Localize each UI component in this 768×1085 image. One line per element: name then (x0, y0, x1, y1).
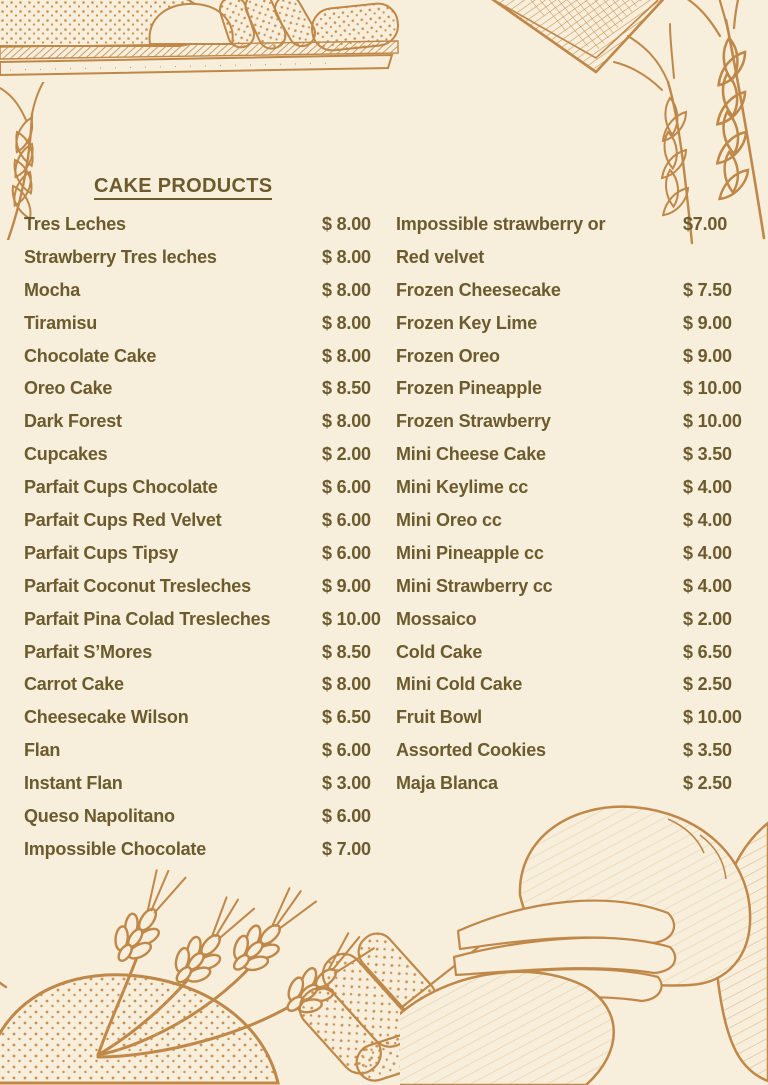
menu-item-price: $ 8.00 (322, 279, 371, 300)
menu-item-row (24, 504, 396, 537)
menu-item-price: $ 3.50 (683, 740, 732, 761)
menu (0, 175, 768, 866)
menu-item-name: Queso Napolitano (24, 805, 175, 826)
menu-item-price: $ 4.00 (683, 575, 732, 596)
menu-item-row (396, 570, 752, 603)
menu-item-name: Maja Blanca (396, 773, 498, 794)
menu-item-price: $ 9.00 (683, 312, 732, 333)
menu-item-price: $ 8.00 (322, 312, 371, 333)
menu-item-row (396, 603, 752, 636)
menu-item-row (24, 570, 396, 603)
menu-item-name: Parfait Cups Chocolate (24, 477, 218, 498)
menu-item-row (396, 537, 752, 570)
bread-board-illustration (0, 0, 400, 80)
menu-item-price: $ 8.00 (322, 213, 371, 234)
menu-item-row (24, 241, 396, 274)
menu-item-price: $ 8.00 (322, 345, 371, 366)
menu-item-price: $ 6.50 (322, 707, 371, 728)
menu-item-name: Mini Oreo cc (396, 509, 502, 530)
menu-item-price: $ 6.00 (322, 477, 371, 498)
menu-item-row (396, 438, 752, 471)
menu-item-price: $ 6.00 (322, 542, 371, 563)
menu-item-price: $ 4.00 (683, 509, 732, 530)
menu-item-name: Red velvet (396, 246, 485, 267)
menu-item-name: Cheesecake Wilson (24, 707, 189, 728)
menu-item-row (24, 307, 396, 340)
menu-item-price: $ 10.00 (683, 707, 742, 728)
menu-item-row (396, 636, 752, 669)
menu-item-name: Tres Leches (24, 213, 126, 234)
menu-item-price: $ 4.00 (683, 542, 732, 563)
menu-item-row (396, 241, 752, 274)
menu-item-name: Tiramisu (24, 312, 98, 333)
menu-item-row (24, 636, 396, 669)
menu-item-row (24, 405, 396, 438)
menu-item-row (396, 274, 752, 307)
menu-item-price: $ 8.50 (322, 641, 371, 662)
menu-item-row (24, 372, 396, 405)
menu-item-price: $ 2.50 (683, 773, 732, 794)
menu-item-name: Frozen Key Lime (396, 312, 538, 333)
menu-item-price: $ 2.50 (683, 674, 732, 695)
menu-item-name: Strawberry Tres leches (24, 246, 217, 267)
menu-item-name: Parfait Cups Tipsy (24, 542, 179, 563)
menu-item-row (24, 668, 396, 701)
menu-item-row (396, 307, 752, 340)
menu-item-row (24, 701, 396, 734)
menu-item-price: $ 3.00 (322, 773, 371, 794)
menu-item-name: Parfait Pina Colad Tresleches (24, 608, 271, 629)
menu-item-name: Mini Keylime cc (396, 477, 529, 498)
menu-item-row (24, 767, 396, 800)
menu-item-price: $ 9.00 (322, 575, 371, 596)
menu-item-name: Cupcakes (24, 444, 108, 465)
menu-item-price: $ 8.00 (322, 411, 371, 432)
menu-title: CAKE PRODUCTS (94, 175, 272, 200)
menu-item-price: $ 6.00 (322, 509, 371, 530)
menu-column-right (396, 208, 752, 866)
menu-item-price: $ 10.00 (683, 378, 742, 399)
menu-item-price: $ 9.00 (683, 345, 732, 366)
menu-item-price: $ 6.50 (683, 641, 732, 662)
menu-item-row (396, 372, 752, 405)
menu-item-name: Impossible strawberry or (396, 213, 606, 234)
menu-item-price: $ 6.00 (322, 805, 371, 826)
menu-item-price: $ 7.50 (683, 279, 732, 300)
menu-item-row (396, 208, 752, 241)
menu-item-name: Mossaico (396, 608, 477, 629)
menu-item-price: $ 10.00 (322, 608, 381, 629)
menu-item-name: Parfait Coconut Tresleches (24, 575, 251, 596)
menu-item-name: Mini Cheese Cake (396, 444, 546, 465)
menu-item-row (396, 504, 752, 537)
menu-item-name: Parfait Cups Red Velvet (24, 509, 222, 530)
menu-item-row (24, 471, 396, 504)
menu-item-row (24, 800, 396, 833)
menu-item-row (396, 405, 752, 438)
menu-item-row (24, 340, 396, 373)
menu-item-name: Carrot Cake (24, 674, 124, 695)
boule-bread-and-wheat-illustration (0, 855, 470, 1085)
menu-item-price: $ 6.00 (322, 740, 371, 761)
menu-item-name: Fruit Bowl (396, 707, 482, 728)
menu-item-price: $ 3.50 (683, 444, 732, 465)
menu-item-name: Frozen Oreo (396, 345, 500, 366)
menu-item-name: Mini Cold Cake (396, 674, 523, 695)
menu-item-name: Flan (24, 740, 61, 761)
menu-item-row (396, 668, 752, 701)
menu-item-price: $ 8.00 (322, 674, 371, 695)
menu-item-name: Assorted Cookies (396, 740, 546, 761)
menu-item-row (24, 537, 396, 570)
menu-item-name: Mini Strawberry cc (396, 575, 553, 596)
menu-item-row (396, 701, 752, 734)
menu-item-name: Mini Pineapple cc (396, 542, 544, 563)
menu-item-row (396, 734, 752, 767)
menu-item-name: Instant Flan (24, 773, 123, 794)
menu-item-price: $ 10.00 (683, 411, 742, 432)
menu-item-name: Frozen Strawberry (396, 411, 551, 432)
menu-item-price: $ 2.00 (322, 444, 371, 465)
menu-item-price: $ 7.00 (322, 838, 371, 859)
menu-item-name: Frozen Cheesecake (396, 279, 561, 300)
menu-item-name: Cold Cake (396, 641, 483, 662)
menu-item-row (24, 833, 396, 866)
menu-item-name: Frozen Pineapple (396, 378, 542, 399)
menu-item-row (24, 274, 396, 307)
menu-columns (0, 208, 768, 866)
menu-item-row (396, 471, 752, 504)
menu-item-price: $7.00 (683, 213, 728, 234)
menu-item-name: Parfait S’Mores (24, 641, 153, 662)
menu-item-name: Dark Forest (24, 411, 122, 432)
menu-item-row (396, 340, 752, 373)
menu-item-row (24, 208, 396, 241)
menu-item-name: Impossible Chocolate (24, 838, 207, 859)
menu-item-price: $ 4.00 (683, 477, 732, 498)
menu-item-row (24, 603, 396, 636)
menu-column-left (0, 208, 396, 866)
menu-item-price: $ 8.00 (322, 246, 371, 267)
menu-item-name: Chocolate Cake (24, 345, 157, 366)
menu-item-name: Mocha (24, 279, 81, 300)
menu-item-name: Oreo Cake (24, 378, 113, 399)
menu-item-row (24, 734, 396, 767)
menu-item-row (396, 767, 752, 800)
menu-item-price: $ 2.00 (683, 608, 732, 629)
menu-item-price: $ 8.50 (322, 378, 371, 399)
menu-item-row (24, 438, 396, 471)
